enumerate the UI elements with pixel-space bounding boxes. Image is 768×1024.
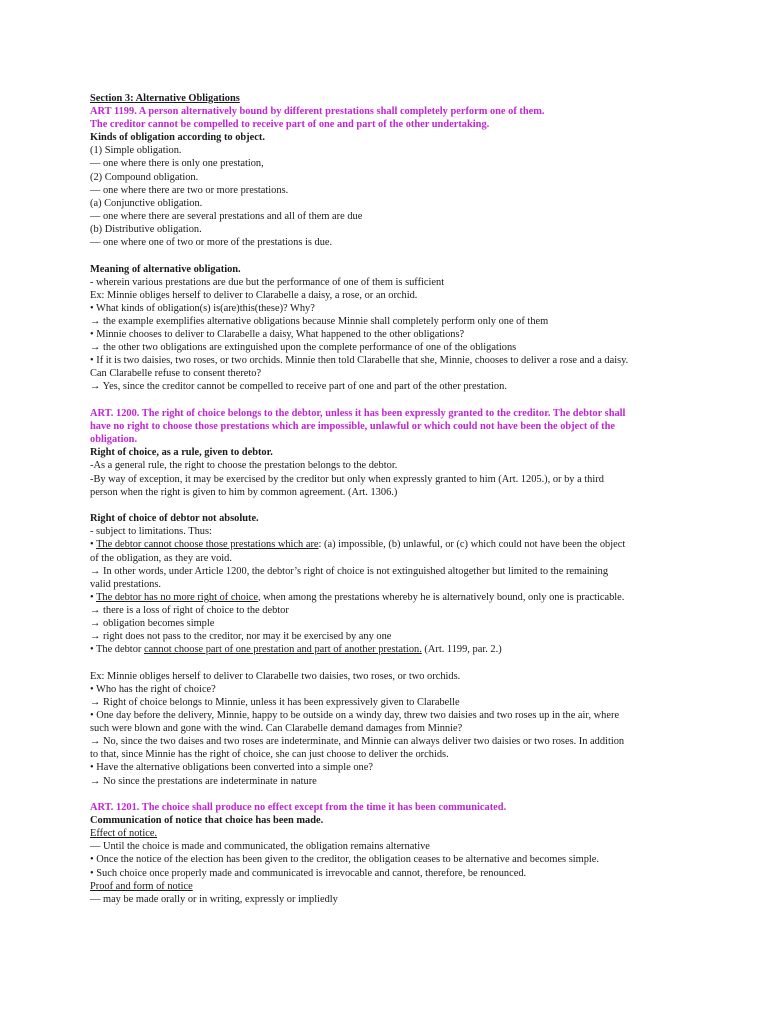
right-rule-heading: Right of choice, as a rule, given to debtor. [90, 447, 273, 459]
meaning-line: Can Clarabelle refuse to consent thereto? [90, 368, 262, 380]
underlined-phrase: The debtor cannot choose those prestations which are [96, 539, 319, 551]
article-1199-line-1: ART 1199. A person alternatively bound by different prestations shall completely perform one of them. [90, 106, 545, 118]
meaning-line: • Minnie chooses to deliver to Clarabelle a daisy, What happened to the other obligations? [90, 329, 465, 341]
proof-heading: Proof and form of notice [90, 880, 193, 892]
kinds-line: — one where one of two or more of the prestations is due. [90, 237, 333, 249]
meaning-line: • If it is two daisies, two roses, or two orchids. Minnie then told Clarabelle that she, Minnie, chooses to deliver a rose and a daisy. [90, 355, 629, 367]
effect-line: • Once the notice of the election has been given to the creditor, the obligation ceases to be alternative and becomes simple. [90, 854, 600, 866]
article-1200-line-2: have no right to choose those prestations which are impossible, unlawful or which could not have been the object of the [90, 421, 616, 433]
kinds-line: (a) Conjunctive obligation. [90, 197, 203, 209]
not-absolute-line: → In other words, under Article 1200, the debtor’s right of choice is not extinguished altogether but limited to the remaining [90, 565, 609, 577]
not-absolute-line: → there is a loss of right of choice to the debtor [90, 604, 289, 616]
article-1199-line-2: The creditor cannot be compelled to receive part of one and part of the other undertaking. [90, 119, 490, 131]
underlined-phrase: The debtor has no more right of choice [96, 591, 258, 603]
not-absolute-heading: Right of choice of debtor not absolute. [90, 513, 259, 525]
article-1200-line-1: ART. 1200. The right of choice belongs to the debtor, unless it has been expressly granted to the creditor. The debtor shall [90, 408, 626, 420]
meaning-heading: Meaning of alternative obligation. [90, 263, 241, 275]
example-line: Ex: Minnie obliges herself to deliver to Clarabelle two daisies, two roses, or two orchids. [90, 670, 461, 682]
effect-line: • Such choice once properly made and communicated is irrevocable and cannot, therefore, be renounced. [90, 867, 527, 879]
meaning-line: → the example exemplifies alternative obligations because Minnie shall completely perform only one of them [90, 316, 549, 327]
proof-line: — may be made orally or in writing, expressly or impliedly [90, 893, 338, 905]
right-rule-line: person when the right is given to him by common agreement. (Art. 1306.) [90, 486, 398, 498]
meaning-line: • What kinds of obligation(s) is(are)this(these)? Why? [90, 302, 315, 314]
kinds-line: — one where there are several prestations and all of them are due [90, 210, 363, 222]
meaning-line: → Yes, since the creditor cannot be compelled to receive part of one and part of the other prestation. [90, 381, 507, 393]
kinds-line: (b) Distributive obligation. [90, 223, 202, 235]
meaning-line: Ex: Minnie obliges herself to deliver to Clarabelle a daisy, a rose, or an orchid. [90, 289, 418, 301]
not-absolute-line: → obligation becomes simple [90, 617, 215, 629]
underlined-phrase: cannot choose part of one prestation and part of another prestation. [143, 644, 422, 656]
example-line: to that, since Minnie has the right of choice, she can just choose to deliver the orchids. [90, 749, 449, 761]
kinds-line: — one where there is only one prestation, [90, 158, 264, 170]
effect-heading: Effect of notice. [90, 828, 158, 840]
not-absolute-line: valid prestations. [90, 578, 161, 590]
meaning-line: - wherein various prestations are due but the performance of one of them is sufficient [90, 276, 445, 288]
meaning-line: → the other two obligations are extinguished upon the complete performance of one of the obligations [90, 342, 517, 354]
not-absolute-line: → right does not pass to the creditor, nor may it be exercised by any one [90, 631, 392, 643]
kinds-heading: Kinds of obligation according to object. [90, 132, 265, 144]
kinds-line: (1) Simple obligation. [90, 145, 182, 157]
not-absolute-line: • The debtor has no more right of choice, when among the prestations whereby he is alternatively bound, only one is practicable. [90, 591, 625, 603]
not-absolute-line: - subject to limitations. Thus: [90, 526, 212, 538]
example-line: • Have the alternative obligations been converted into a simple one? [90, 762, 373, 774]
example-line: such were blown and gone with the wind. Can Clarabelle demand damages from Minnie? [90, 723, 463, 735]
document-page [90, 92, 680, 906]
effect-line: — Until the choice is made and communicated, the obligation remains alternative [90, 841, 430, 853]
communication-heading: Communication of notice that choice has been made. [90, 815, 324, 827]
example-line: → No, since the two daises and two roses are indeterminate, and Minnie can always deliver two daisies or two roses. In addition [90, 736, 625, 748]
example-line: → Right of choice belongs to Minnie, unless it has been expressively given to Clarabelle [90, 696, 460, 708]
not-absolute-line: • The debtor cannot choose part of one prestation and part of another prestation. (Art. 1199, par. 2.) [90, 644, 502, 656]
right-rule-line: -By way of exception, it may be exercised by the creditor but only when expressly granted to him (Art. 1205.), or by a third [90, 473, 604, 485]
article-1200-line-3: obligation. [90, 434, 138, 446]
example-line: • Who has the right of choice? [90, 683, 216, 695]
example-line: • One day before the delivery, Minnie, happy to be outside on a windy day, threw two daisies and two roses up in the air, where [90, 710, 620, 722]
kinds-line: (2) Compound obligation. [90, 171, 199, 183]
not-absolute-line: • The debtor cannot choose those prestations which are: (a) impossible, (b) unlawful, or (c) which could not have been the object [90, 539, 626, 551]
example-line: → No since the prestations are indeterminate in nature [90, 775, 317, 787]
section-title: Section 3: Alternative Obligations [90, 93, 240, 104]
right-rule-line: -As a general rule, the right to choose the prestation belongs to the debtor. [90, 460, 398, 472]
kinds-line: — one where there are two or more prestations. [90, 184, 289, 196]
not-absolute-line: of the obligation, as they are void. [90, 552, 232, 564]
article-1201-line-1: ART. 1201. The choice shall produce no effect except from the time it has been communicated. [90, 802, 507, 814]
